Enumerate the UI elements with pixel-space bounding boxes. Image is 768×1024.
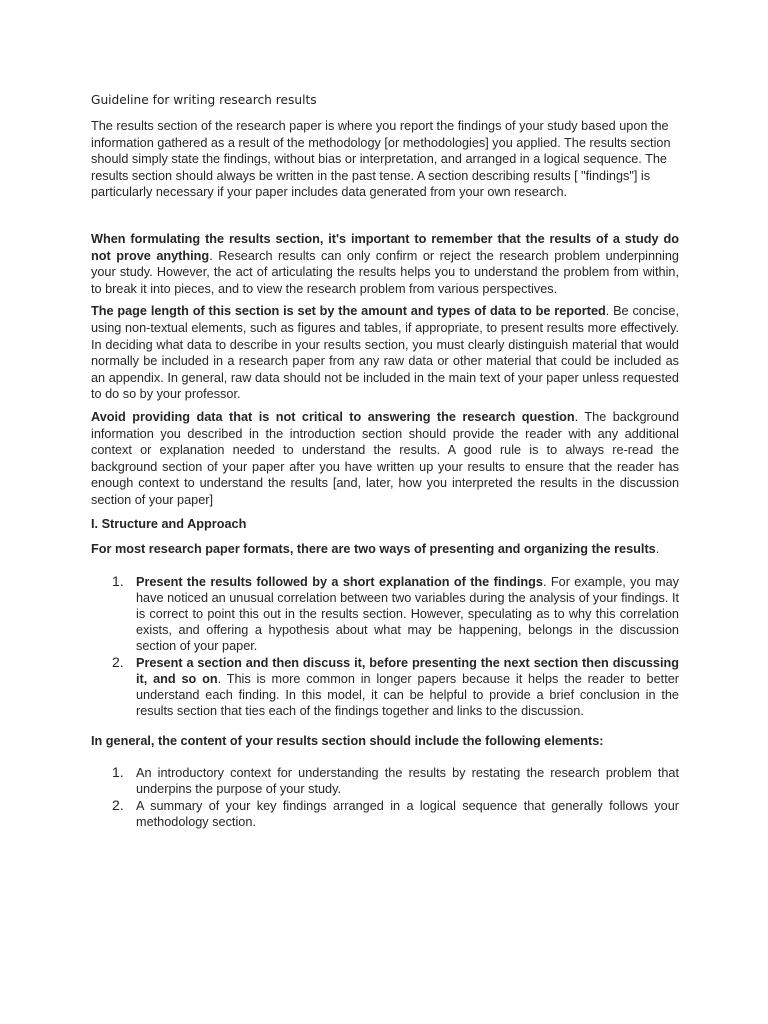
paragraph-lead: For most research paper formats, there are two ways of presenting and organizing the results: [91, 542, 656, 557]
paragraph-body: . The background information you described in the introduction section should provide the reader with any additional context or explanation needed to understand the results. A good rule is to always re-read the background section of your paper after you have written up your results to ensure that the reader has enough context to understand the results [and, later, how you interpreted the results in the discussion section of your paper]: [91, 409, 680, 507]
list-item: [91, 655, 679, 719]
paragraph-page-length: [91, 303, 679, 403]
list-number: 1.: [112, 764, 124, 781]
elements-list: [91, 765, 679, 830]
list-item: [91, 798, 679, 830]
intro-paragraph: The results section of the research paper is where you report the findings of your study based upon the information gathered as a result of the methodology [or methodologies] you applied. The results section should simply state the findings, without bias or interpretation, and arranged in a logical sequence. The results section should always be written in the past tense. A section describing results [ "findings"] is particularly necessary if your paper includes data generated from your own research.: [91, 119, 671, 200]
paragraph-avoid-data: [91, 409, 679, 509]
list-number: 1.: [112, 572, 124, 589]
document-title: Guideline for writing research results: [91, 93, 317, 107]
paragraph-body: .: [655, 542, 660, 557]
presentation-list: [91, 574, 679, 719]
list-item-body: . For example, you may have noticed an unusual correlation between two variables during the analysis of your findings. It is correct to point this out in the results section. However, speculating as to why this correlation exists, and offering a hypothesis about what may be happening, belongs in the discussion section of your paper.: [136, 574, 679, 653]
paragraph-lead: Avoid providing data that is not critical to answering the research question: [91, 409, 575, 424]
list-item-lead: Present a section and then discuss it, before presenting the next section then discussing it, and so on: [136, 655, 679, 686]
paragraph-body: . Be concise, using non-textual elements, such as figures and tables, if appropriate, to present results more effectively. In deciding what data to describe in your results section, you must clearly distinguish material that would normally be included in a research paper from any raw data or other material that could be included as an appendix. In general, raw data should not be included in the main text of your paper unless requested to do so by your professor.: [91, 304, 679, 402]
list-item-lead: Present the results followed by a short explanation of the findings: [136, 574, 543, 589]
paragraph-body: . Research results can only confirm or reject the research problem underpinning your study. However, the act of articulating the results helps you to understand the problem from within, to break it into pieces, and to view the research problem from various perspectives.: [91, 248, 679, 296]
paragraph-results-prove: [91, 231, 679, 297]
list-item: [91, 574, 679, 654]
list-number: 2.: [112, 797, 124, 814]
paragraph-formats: [91, 541, 679, 558]
list-item-body: An introductory context for understanding the results by restating the research problem that underpins the purpose of your study.: [136, 766, 679, 797]
paragraph-lead: When formulating the results section, it's important to remember that the results of a study do not prove anything: [91, 231, 679, 263]
list-item-body: A summary of your key findings arranged in a logical sequence that generally follows your methodology section.: [136, 799, 679, 830]
list-item-body: . This is more common in longer papers because it helps the reader to better understand each finding. In this model, it can be helpful to provide a brief conclusion in the results section that ties each of the findings together and links to the discussion.: [136, 671, 680, 718]
list-item: [91, 765, 679, 797]
section-heading: I. Structure and Approach: [91, 517, 247, 532]
paragraph-lead: The page length of this section is set by the amount and types of data to be reported: [91, 304, 606, 319]
list-number: 2.: [112, 653, 124, 670]
elements-heading: In general, the content of your results section should include the following elements:: [91, 733, 604, 748]
